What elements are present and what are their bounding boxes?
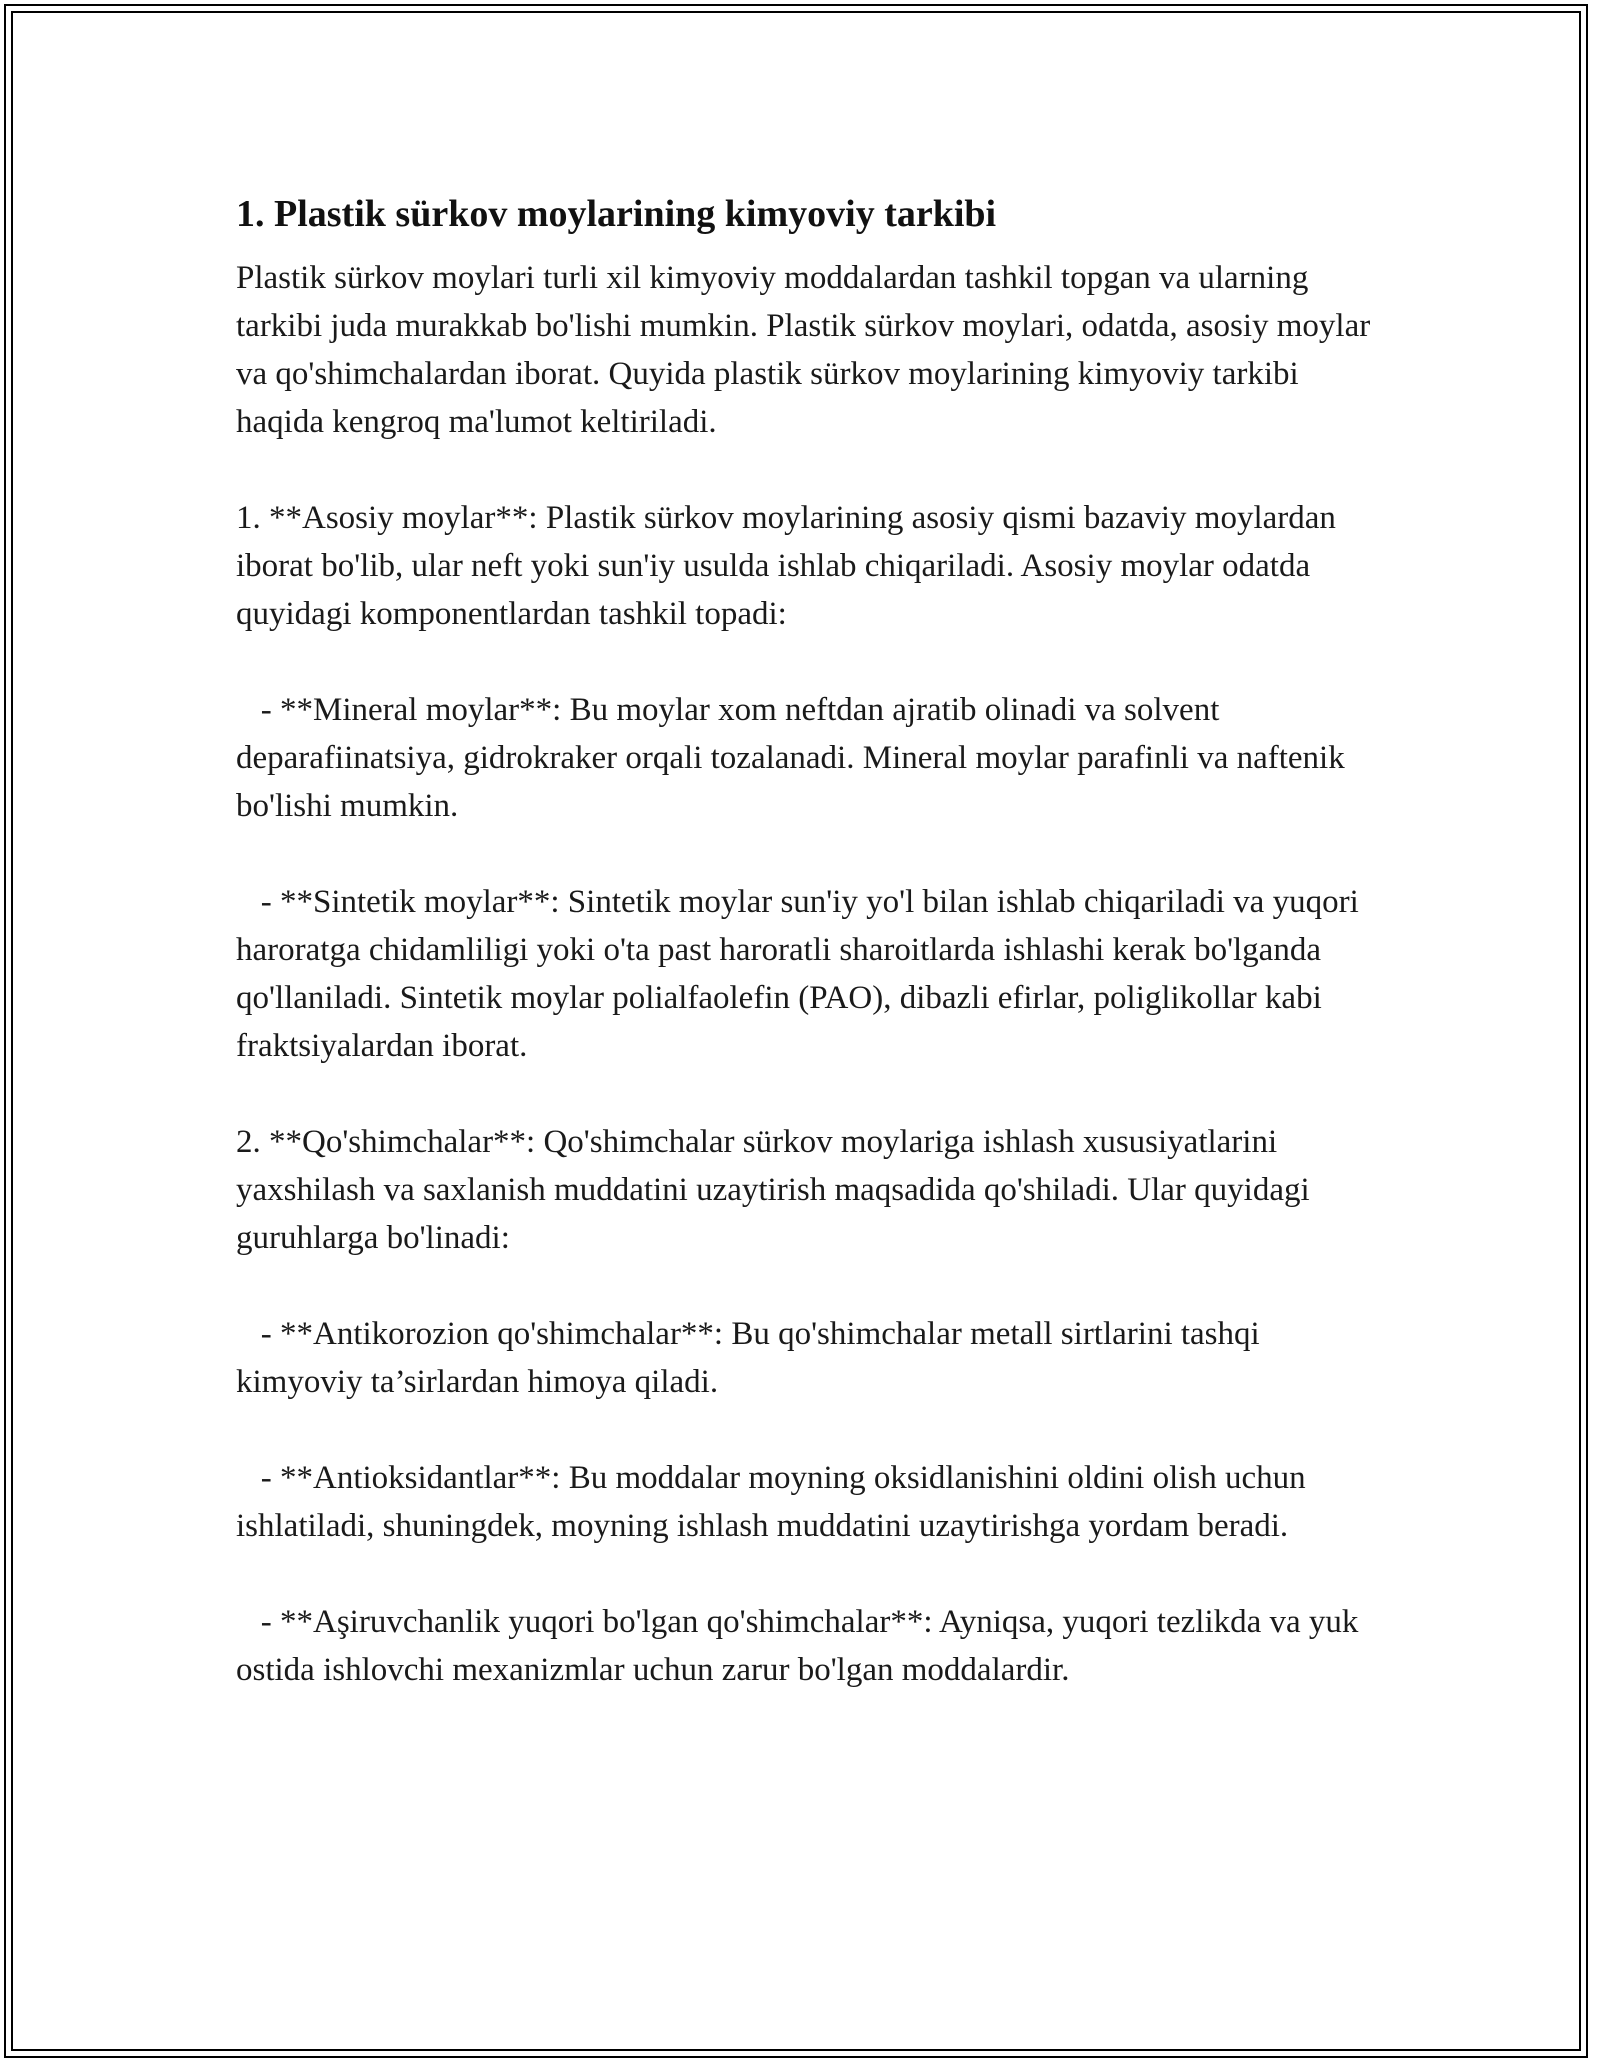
paragraph-base-oils: 1. **Asosiy moylar**: Plastik sürkov moylarining asosiy qismi bazaviy moylardan iborat bo'lib, ular neft yoki sun'iy usulda ishlab chiqariladi. Asosiy moylar odatda quyidagi komponentlardan tashkil topadi:: [236, 500, 1345, 632]
paragraph-intro: Plastik sürkov moylari turli xil kimyoviy moddalardan tashkil topgan va ularning tarkibi juda murakkab bo'lishi mumkin. Plastik sürkov moylari, odatda, asosiy moylar va qo'shimchalardan iborat. Quyida plastik sürkov moylarining kimyoviy tarkibi haqida kengroq ma'lumot keltiriladi.: [236, 260, 1379, 440]
paragraph-synthetic-oils: - **Sintetik moylar**: Sintetik moylar sun'iy yo'l bilan ishlab chiqariladi va yuqori haroratga chidamliligi yoki o'ta past haroratli sharoitlarda ishlashi kerak bo'lganda qo'llaniladi. Sintetik moylar polialfaolefin (PAO), dibazli efirlar, poliglikollar kabi fraktsiyalardan iborat.: [236, 884, 1367, 1064]
paragraph-antioxidants: - **Antioksidantlar**: Bu moddalar moyning oksidlanishini oldini olish uchun ishlatiladi, shuningdek, moyning ishlash muddatini uzaytirishga yordam beradi.: [236, 1460, 1314, 1544]
document-body: [236, 190, 1379, 1742]
paragraph-high-wear-additives: - **Aşiruvchanlik yuqori bo'lgan qo'shimchalar**: Ayniqsa, yuqori tezlikda va yuk ostida ishlovchi mexanizmlar uchun zarur bo'lgan moddalardir.: [236, 1604, 1367, 1688]
document-title: 1. Plastik sürkov moylarining kimyoviy tarkibi: [236, 193, 997, 235]
paragraph-mineral-oils: - **Mineral moylar**: Bu moylar xom neftdan ajratib olinadi va solvent deparafiinatsiya, gidrokraker orqali tozalanadi. Mineral moylar parafinli va naftenik bo'lishi mumkin.: [236, 692, 1353, 824]
paragraph-anticorrosion: - **Antikorozion qo'shimchalar**: Bu qo'shimchalar metall sirtlarini tashqi kimyoviy ta’sirlardan himoya qiladi.: [236, 1316, 1268, 1400]
paragraph-additives: 2. **Qo'shimchalar**: Qo'shimchalar sürkov moylariga ishlash xususiyatlarini yaxshilash va saxlanish muddatini uzaytirish maqsadida qo'shiladi. Ular quyidagi guruhlarga bo'linadi:: [236, 1124, 1318, 1256]
